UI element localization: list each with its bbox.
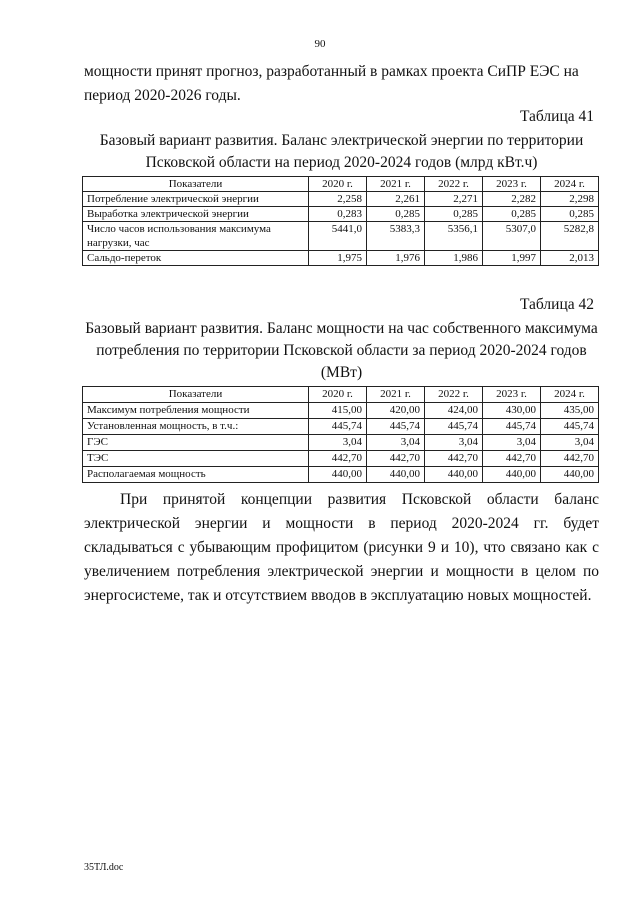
value-cell: 5441,0 (309, 222, 367, 251)
table-row (83, 251, 599, 266)
footer-filename: 35ТЛ.doc (84, 862, 124, 873)
table-41 (82, 176, 599, 266)
header-cell: 2024 г. (541, 387, 599, 403)
value-cell: 424,00 (425, 403, 483, 419)
value-cell: 3,04 (367, 435, 425, 451)
row-label: Сальдо-переток (83, 251, 309, 266)
table-row (83, 207, 599, 222)
value-cell: 0,285 (541, 207, 599, 222)
header-cell: 2020 г. (309, 387, 367, 403)
table-41-title: Базовый вариант развития. Баланс электрической энергии по территории Псковской области на период 2020-2024 годов (млрд кВт.ч) (99, 132, 584, 171)
table-42-label: Таблица 42 (519, 296, 594, 313)
table-row (83, 451, 599, 467)
value-cell: 440,00 (541, 467, 599, 483)
conclusion-paragraph (84, 488, 599, 608)
value-cell: 430,00 (483, 403, 541, 419)
header-cell: 2023 г. (483, 387, 541, 403)
value-cell: 3,04 (483, 435, 541, 451)
value-cell: 445,74 (367, 419, 425, 435)
value-cell: 0,283 (309, 207, 367, 222)
header-cell: 2022 г. (425, 177, 483, 192)
header-cell: 2022 г. (425, 387, 483, 403)
value-cell: 5307,0 (483, 222, 541, 251)
value-cell: 435,00 (541, 403, 599, 419)
value-cell: 420,00 (367, 403, 425, 419)
value-cell: 1,986 (425, 251, 483, 266)
value-cell: 442,70 (425, 451, 483, 467)
header-cell: 2021 г. (367, 177, 425, 192)
header-cell: Показатели (83, 177, 309, 192)
value-cell: 3,04 (425, 435, 483, 451)
value-cell: 442,70 (483, 451, 541, 467)
table-header-row (83, 177, 599, 192)
row-label: Число часов использования максимума нагрузки, час (83, 222, 309, 251)
row-label: Выработка электрической энергии (83, 207, 309, 222)
value-cell: 442,70 (541, 451, 599, 467)
value-cell: 5356,1 (425, 222, 483, 251)
intro-paragraph: мощности принят прогноз, разработанный в рамках проекта СиПР ЕЭС на период 2020-2026 годы. (84, 63, 579, 104)
value-cell: 2,298 (541, 192, 599, 207)
value-cell: 442,70 (367, 451, 425, 467)
value-cell: 442,70 (309, 451, 367, 467)
header-cell: 2021 г. (367, 387, 425, 403)
page-number: 90 (314, 38, 326, 50)
table-row (83, 419, 599, 435)
header-cell: 2020 г. (309, 177, 367, 192)
value-cell: 0,285 (367, 207, 425, 222)
value-cell: 2,013 (541, 251, 599, 266)
header-cell: Показатели (83, 387, 309, 403)
table-row (83, 435, 599, 451)
value-cell: 440,00 (309, 467, 367, 483)
value-cell: 415,00 (309, 403, 367, 419)
value-cell: 1,997 (483, 251, 541, 266)
table-42 (82, 386, 599, 483)
value-cell: 1,975 (309, 251, 367, 266)
table-row (83, 467, 599, 483)
value-cell: 445,74 (541, 419, 599, 435)
value-cell: 440,00 (483, 467, 541, 483)
table-41-label: Таблица 41 (519, 108, 594, 125)
row-label: Потребление электрической энергии (83, 192, 309, 207)
value-cell: 2,271 (425, 192, 483, 207)
row-label: Максимум потребления мощности (83, 403, 309, 419)
value-cell: 5383,3 (367, 222, 425, 251)
table-header-row (83, 387, 599, 403)
header-cell: 2023 г. (483, 177, 541, 192)
header-cell: 2024 г. (541, 177, 599, 192)
table-row (83, 403, 599, 419)
value-cell: 0,285 (425, 207, 483, 222)
table-42-title: Базовый вариант развития. Баланс мощности на час собственного максимума потребления по территории Псковской области за период 2020-2024 годов (МВт) (85, 320, 598, 381)
row-label: ТЭС (83, 451, 309, 467)
value-cell: 445,74 (425, 419, 483, 435)
value-cell: 3,04 (309, 435, 367, 451)
value-cell: 445,74 (483, 419, 541, 435)
value-cell: 0,285 (483, 207, 541, 222)
value-cell: 445,74 (309, 419, 367, 435)
table-row (83, 192, 599, 207)
value-cell: 2,258 (309, 192, 367, 207)
value-cell: 3,04 (541, 435, 599, 451)
value-cell: 5282,8 (541, 222, 599, 251)
row-label: Располагаемая мощность (83, 467, 309, 483)
row-label: ГЭС (83, 435, 309, 451)
value-cell: 1,976 (367, 251, 425, 266)
row-label: Установленная мощность, в т.ч.: (83, 419, 309, 435)
conclusion-text: При принятой концепции развития Псковской области баланс электрической энергии и мощности в период 2020-2024 гг. будет складываться с убывающим профицитом (рисунки 9 и 10), что связано как с увеличением потребления электрической энергии и мощности в целом по энергосистеме, так и отсутствием вводов в эксплуатацию новых мощностей. (84, 491, 599, 604)
table-row (83, 222, 599, 251)
value-cell: 440,00 (425, 467, 483, 483)
value-cell: 2,261 (367, 192, 425, 207)
value-cell: 2,282 (483, 192, 541, 207)
value-cell: 440,00 (367, 467, 425, 483)
